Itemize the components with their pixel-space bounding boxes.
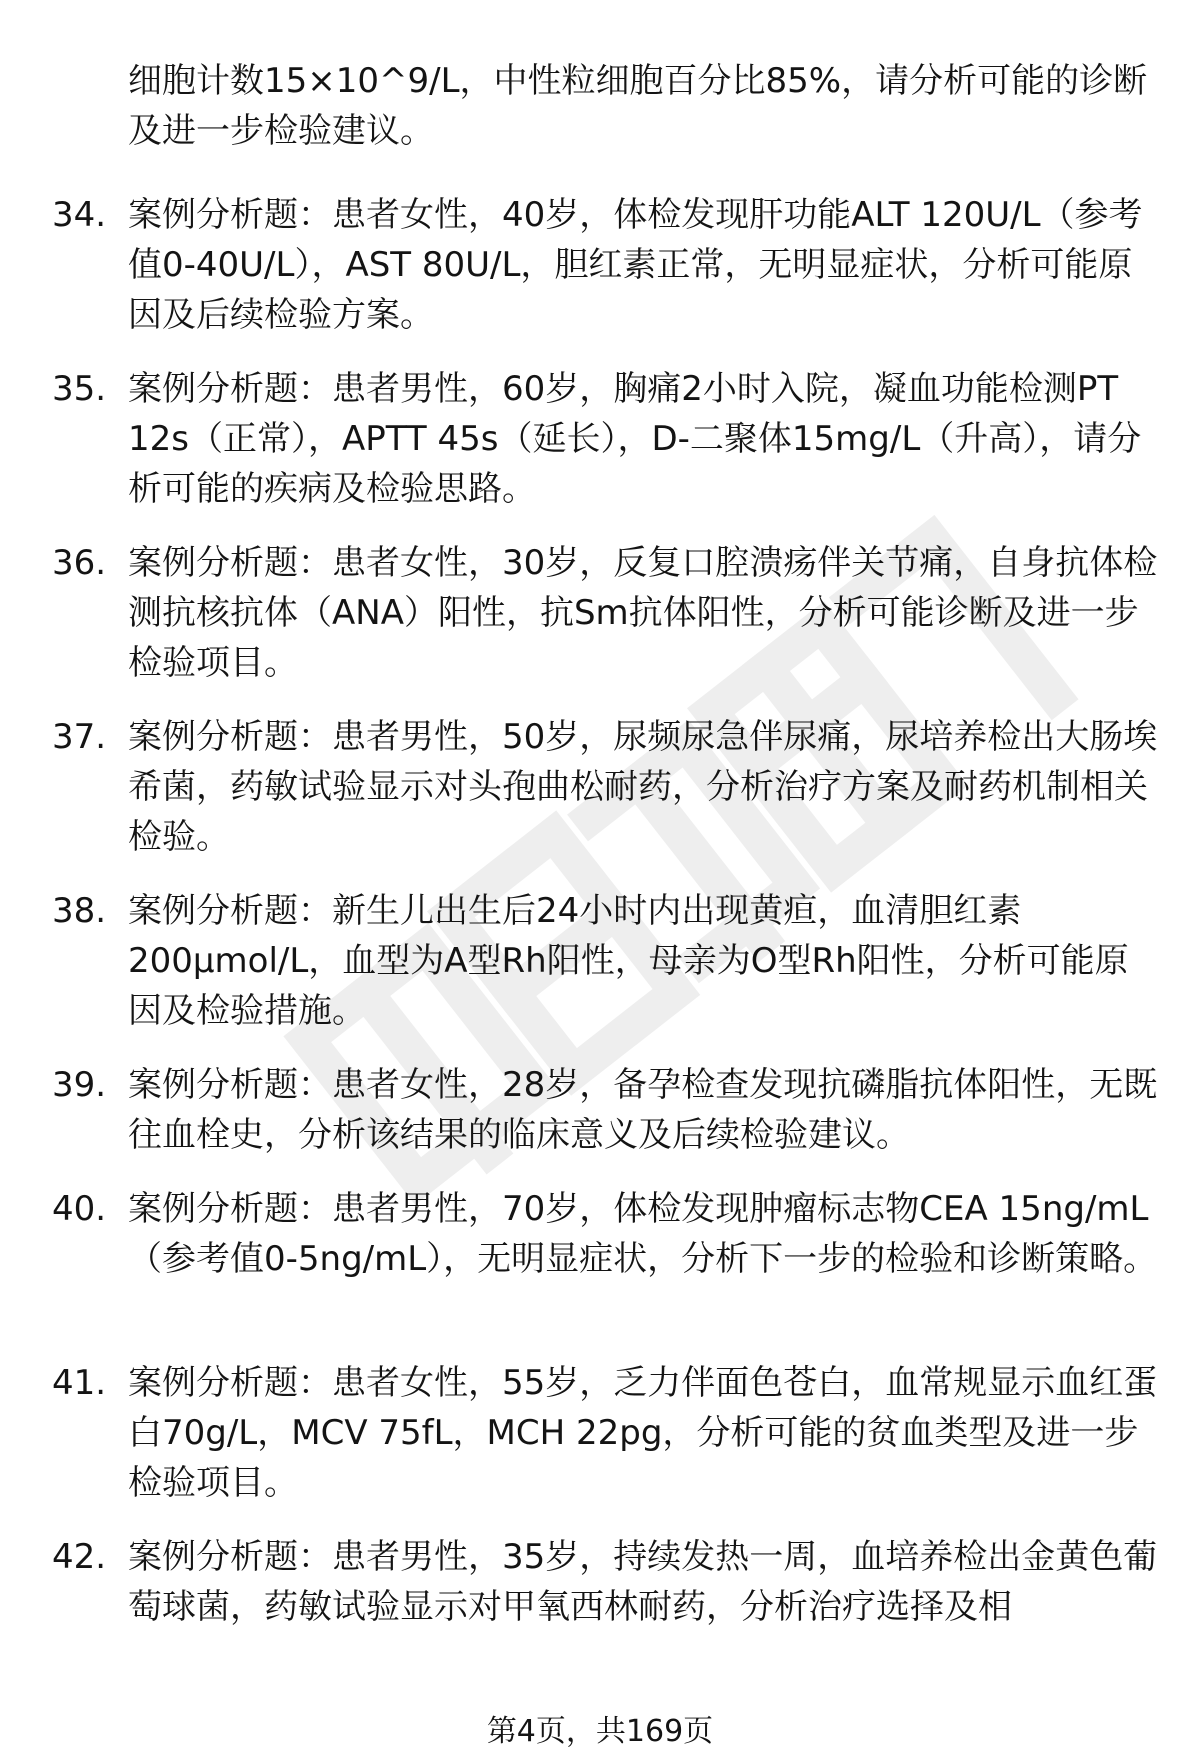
list-item (0, 538, 1200, 712)
list-item (0, 190, 1200, 364)
list-item (0, 364, 1200, 538)
question-number: 35. (52, 369, 107, 409)
question-text: 案例分析题：新生儿出生后24小时内出现黄疸，血清胆红素200μmol/L，血型为A型Rh阳性，母亲为O型Rh阳性，分析可能原因及检验措施。 (128, 891, 1129, 1031)
question-text: 案例分析题：患者女性，55岁，乏力伴面色苍白，血常规显示血红蛋白70g/L，MCV 75fL，MCH 22pg，分析可能的贫血类型及进一步检验项目。 (128, 1363, 1158, 1503)
list-item (0, 1060, 1200, 1184)
page-footer: 第4页，共169页 (486, 1714, 714, 1749)
continuation-paragraph: 细胞计数15×10^9/L，中性粒细胞百分比85%，请分析可能的诊断及进一步检验建议。 (128, 61, 1148, 151)
question-text: 案例分析题：患者男性，60岁，胸痛2小时入院，凝血功能检测PT 12s（正常），APTT 45s（延长），D-二聚体15mg/L（升高），请分析可能的疾病及检验思路。 (128, 369, 1142, 509)
question-text: 案例分析题：患者男性，70岁，体检发现肿瘤标志物CEA 15ng/mL（参考值0-5ng/mL），无明显症状，分析下一步的检验和诊断策略。 (128, 1189, 1158, 1279)
question-number: 37. (52, 717, 107, 757)
question-number: 38. (52, 891, 107, 931)
list-item (0, 1358, 1200, 1532)
list-item (0, 712, 1200, 886)
question-number: 34. (52, 195, 107, 235)
question-text: 案例分析题：患者女性，40岁，体检发现肝功能ALT 120U/L（参考值0-40U/L），AST 80U/L，胆红素正常，无明显症状，分析可能原因及后续检验方案。 (128, 195, 1143, 335)
list-item (0, 1184, 1200, 1358)
question-number: 39. (52, 1065, 107, 1105)
list-item (0, 886, 1200, 1060)
question-number: 41. (52, 1363, 107, 1403)
question-text: 案例分析题：患者男性，50岁，尿频尿急伴尿痛，尿培养检出大肠埃希菌，药敏试验显示对头孢曲松耐药，分析治疗方案及耐药机制相关检验。 (128, 717, 1158, 857)
list-item (0, 1532, 1200, 1656)
question-text: 案例分析题：患者女性，30岁，反复口腔溃疡伴关节痛，自身抗体检测抗核抗体（ANA）阳性，抗Sm抗体阳性，分析可能诊断及进一步检验项目。 (128, 543, 1158, 683)
question-text: 案例分析题：患者男性，35岁，持续发热一周，血培养检出金黄色葡萄球菌，药敏试验显示对甲氧西林耐药，分析治疗选择及相 (128, 1537, 1158, 1627)
question-text: 案例分析题：患者女性，28岁，备孕检查发现抗磷脂抗体阳性，无既往血栓史，分析该结果的临床意义及后续检验建议。 (128, 1065, 1158, 1155)
question-number: 42. (52, 1537, 107, 1577)
question-number: 40. (52, 1189, 107, 1229)
question-list (0, 190, 1200, 1656)
question-number: 36. (52, 543, 107, 583)
